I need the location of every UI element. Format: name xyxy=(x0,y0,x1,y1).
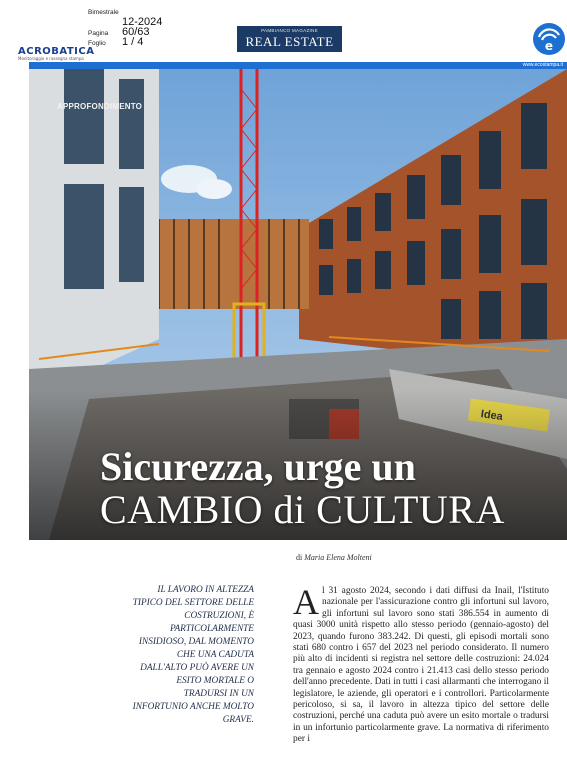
sheet-label: Foglio xyxy=(88,40,106,47)
periodicity-label: Bimestrale xyxy=(88,9,119,16)
headline-line-1: Sicurezza, urge un xyxy=(100,444,416,489)
page-label: Pagina xyxy=(88,30,109,37)
headline-line-2: CAMBIO di CULTURA xyxy=(100,487,505,532)
article-body xyxy=(293,582,549,746)
drop-cap: A xyxy=(293,582,319,622)
byline xyxy=(296,553,372,562)
byline-prefix: di xyxy=(296,553,303,562)
article-text: l 31 agosto 2024, secondo i dati diffusi da Inail, l'Istituto nazionale per l'assicurazione contro gli infortuni sul lavoro, gli infortuni sul lavoro sono stati 386.554 in aumento di quasi 3000 unità rispetto allo stesso periodo (gennaio-agosto) del 2023, quando furono 383.242. Di questi, gli episodi mortali sono stati 680 contro i 657 del 2023 nel periodo considerato. Il numero più alto di incidenti si registra nel settore delle costruzioni: 24.024 tra gennaio e agosto 2024 contro i 21.413 casi dello stesso periodo dell'anno precedente. Dati in tutti i casi allarmanti che interrogano il legislatore, le aziende, gli operatori e i controllori. Particolarmente pericoloso, si sa, il lavoro in altezza tipico del settore delle costruzioni, perché una caduta può avere un esito mortale o tradursi in un infortunio particolarmente grave. La normativa di riferimento per i xyxy=(293,586,549,745)
masthead-prefix: PAMBIANCO MAGAZINE xyxy=(261,28,318,33)
sheet-value: 1 / 4 xyxy=(122,36,144,48)
clipping-service-name: ACROBATICA xyxy=(18,46,95,57)
clipping-service-sub: Monitoraggio e rassegna stampa xyxy=(18,56,84,61)
section-kicker: APPROFONDIMENTO xyxy=(57,102,143,111)
magazine-masthead xyxy=(237,26,342,52)
article-headline xyxy=(100,446,540,532)
page-value: 60/63 xyxy=(122,26,150,38)
issue-date: 12-2024 xyxy=(122,16,163,28)
byline-author: Maria Elena Molteni xyxy=(304,553,372,562)
pull-quote: IL LAVORO IN ALTEZZA TIPICO DEL SETTORE DELLE COSTRUZIONI, È PARTICOLARMENTE INSIDIOSO, DAL MOMENTO CHE UNA CADUTA DALL'ALTO PUÒ AVERE UN ESITO MORTALE O TRADURSI IN UN INFORTUNIO ANCHE MOLTO GRAVE. xyxy=(132,585,254,725)
source-band xyxy=(29,62,567,69)
clipping-service-logo xyxy=(18,46,94,61)
site-url: www.ecostampa.it xyxy=(522,62,563,68)
svg-text:e: e xyxy=(544,39,554,53)
masthead-title: REAL ESTATE xyxy=(245,34,334,49)
ecostampa-logo-icon xyxy=(532,22,566,56)
clipping-metadata xyxy=(88,8,162,48)
